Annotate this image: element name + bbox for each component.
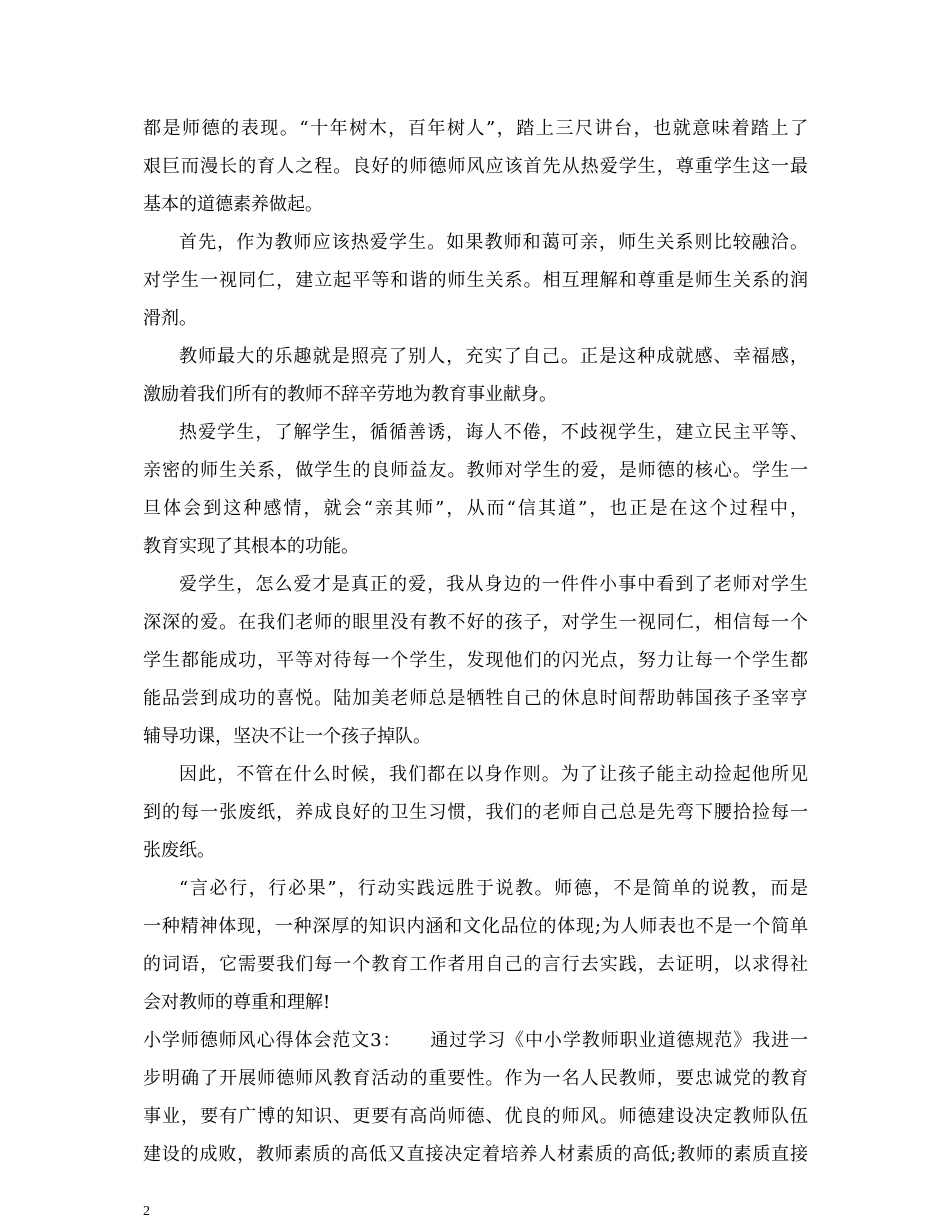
text-line: 能品尝到成功的喜悦。陆加美老师总是牺牲自己的休息时间帮助韩国孩子圣宰亨 — [143, 688, 808, 709]
text-line: 激励着我们所有的教师不辞辛劳地为教育事业献身。 — [143, 384, 557, 405]
text-line: 旦体会到这种感情，就会“亲其师”，从而“信其道”，也正是在这个过程中， — [143, 498, 808, 519]
text-line: 张废纸。 — [143, 840, 215, 861]
paragraph-first-line: “言必行，行必果”，行动实践远胜于说教。师德，不是简单的说教，而是 — [179, 878, 808, 899]
text-line: 基本的道德素养做起。 — [143, 194, 323, 215]
text-line: 会对教师的尊重和理解! — [143, 992, 331, 1013]
text-line: 的词语，它需要我们每一个教育工作者用自己的言行去实践，去证明，以求得社 — [143, 954, 808, 975]
section-heading-line: 小学师德师风心得体会范文3： 通过学习《中小学教师职业道德规范》我进一 — [143, 1030, 808, 1051]
text-line: 滑剂。 — [143, 308, 197, 329]
text-line: 都是师德的表现。“十年树木，百年树人”，踏上三尺讲台，也就意味着踏上了 — [143, 118, 808, 139]
text-line: 学生都能成功，平等对待每一个学生，发现他们的闪光点，努力让每一个学生都 — [143, 650, 808, 671]
page-number: 2 — [143, 1204, 150, 1219]
text-line: 亲密的师生关系，做学生的良师益友。教师对学生的爱，是师德的核心。学生一 — [143, 460, 808, 481]
text-line: 一种精神体现，一种深厚的知识内涵和文化品位的体现;为人师表也不是一个简单 — [143, 916, 808, 937]
paragraph-first-line: 教师最大的乐趣就是照亮了别人，充实了自己。正是这种成就感、幸福感， — [179, 346, 808, 367]
text-line: 深深的爱。在我们老师的眼里没有教不好的孩子，对学生一视同仁，相信每一个 — [143, 612, 808, 633]
paragraph-first-line: 因此，不管在什么时候，我们都在以身作则。为了让孩子能主动捡起他所见 — [179, 764, 808, 785]
text-line: 辅导功课，坚决不让一个孩子掉队。 — [143, 726, 431, 747]
text-line: 事业，要有广博的知识、更要有高尚师德、优良的师风。师德建设决定教师队伍 — [143, 1106, 808, 1127]
paragraph-first-line: 首先，作为教师应该热爱学生。如果教师和蔼可亲，师生关系则比较融洽。 — [179, 232, 808, 253]
text-line: 对学生一视同仁，建立起平等和谐的师生关系。相互理解和尊重是师生关系的润 — [143, 270, 808, 291]
text-line: 建设的成败，教师素质的高低又直接决定着培养人材素质的高低;教师的素质直接 — [143, 1144, 808, 1165]
paragraph-first-line: 爱学生，怎么爱才是真正的爱，我从身边的一件件小事中看到了老师对学生 — [179, 574, 808, 595]
text-line: 步明确了开展师德师风教育活动的重要性。作为一名人民教师，要忠诚党的教育 — [143, 1068, 808, 1089]
text-line: 教育实现了其根本的功能。 — [143, 536, 359, 557]
text-line: 到的每一张废纸，养成良好的卫生习惯，我们的老师自己总是先弯下腰拾捡每一 — [143, 802, 808, 823]
paragraph-first-line: 热爱学生，了解学生，循循善诱，诲人不倦，不歧视学生，建立民主平等、 — [179, 422, 808, 443]
text-line: 艰巨而漫长的育人之程。良好的师德师风应该首先从热爱学生，尊重学生这一最 — [143, 156, 808, 177]
